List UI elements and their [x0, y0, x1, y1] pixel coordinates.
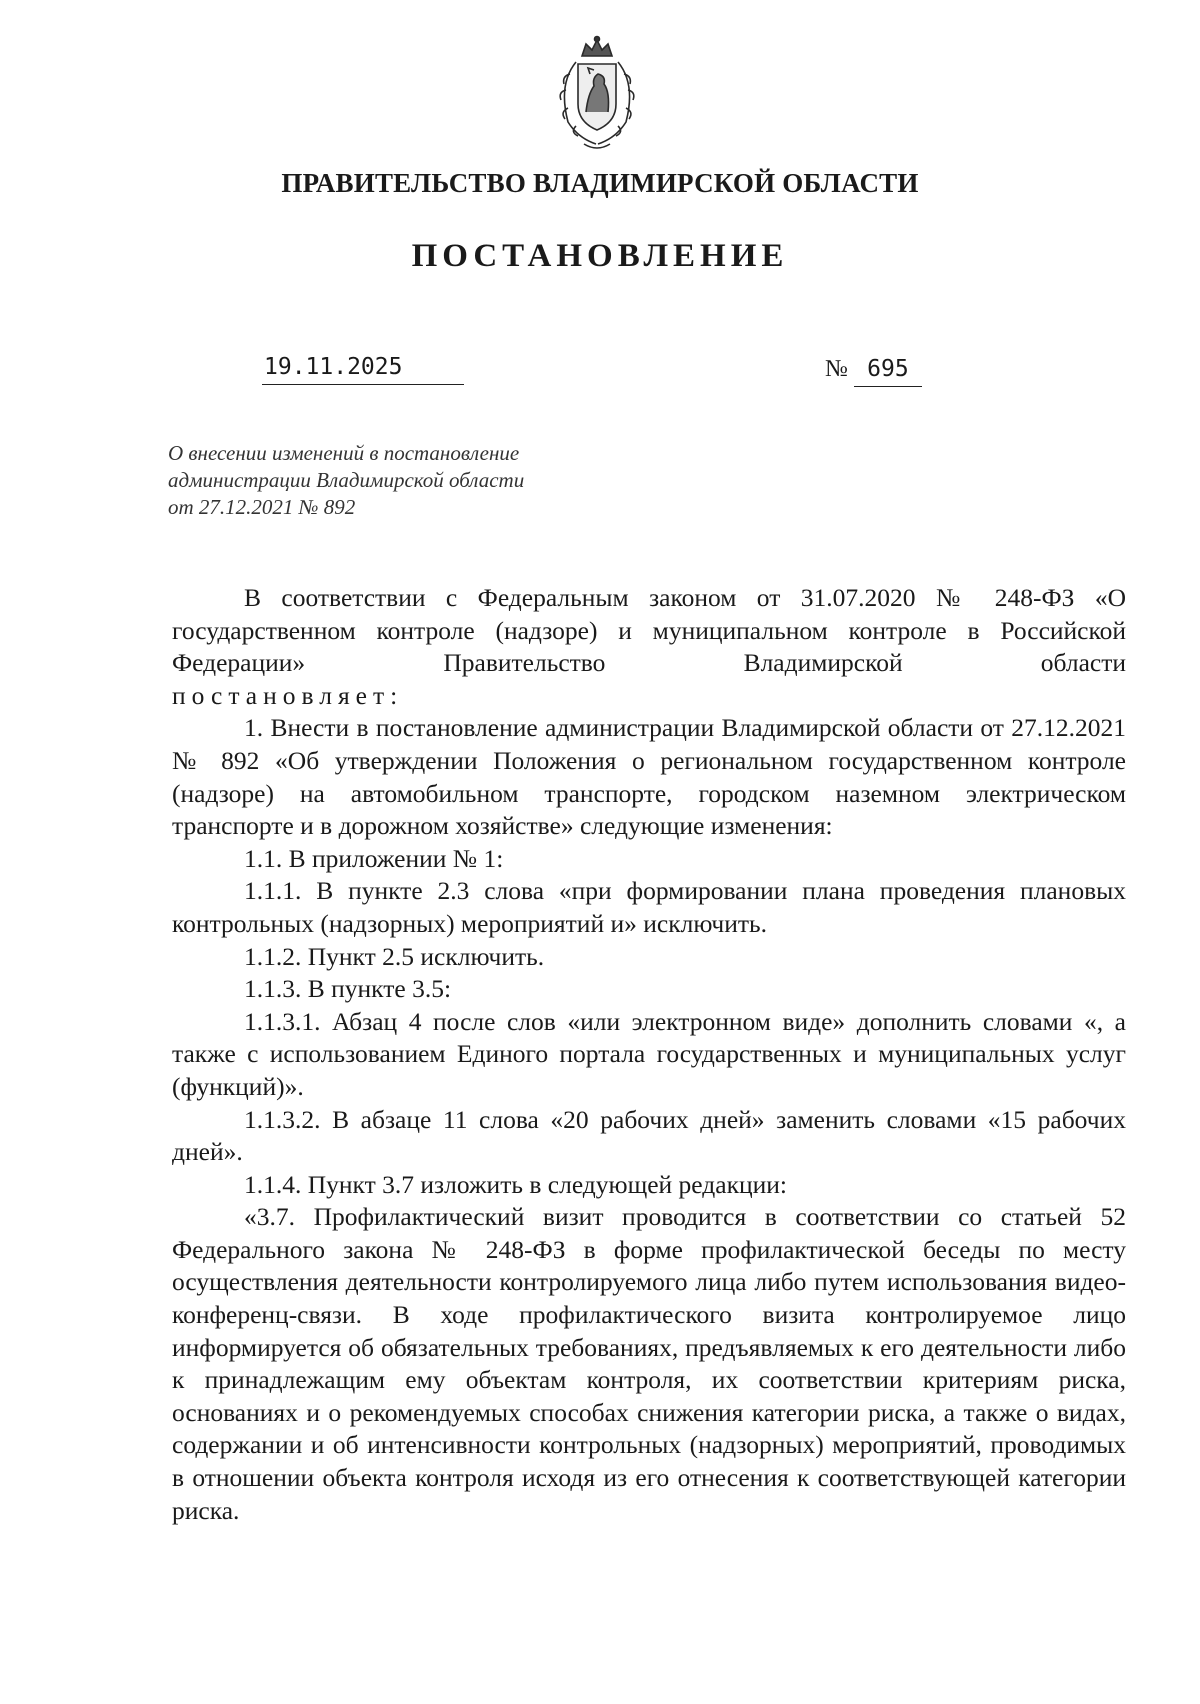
number-value: 695	[854, 356, 922, 387]
paragraph-resolves	[172, 680, 1126, 713]
subject-line: от 27.12.2021 № 892	[168, 495, 356, 519]
paragraph-1-1-1: 1.1.1. В пункте 2.3 слова «при формировании плана проведения плановых контрольных (надзорных) мероприятий и» исключить.	[172, 876, 1126, 938]
paragraph-1-1-3-2: 1.1.3.2. В абзаце 11 слова «20 рабочих дней» заменить словами «15 рабочих дней».	[172, 1104, 1126, 1167]
resolves-word: постановляет:	[172, 680, 404, 710]
document-date: 19.11.2025	[262, 354, 464, 385]
subject-line: О внесении изменений в постановление	[168, 441, 520, 465]
paragraph-1-1-3: 1.1.3. В пункте 3.5:	[244, 974, 452, 1004]
paragraph-1-1: 1.1. В приложении № 1:	[244, 843, 504, 873]
document-number	[825, 356, 922, 387]
subject-line: администрации Владимирской области	[168, 468, 525, 492]
coat-of-arms-emblem	[548, 34, 646, 152]
document-subject	[168, 440, 524, 521]
paragraph-1-1-2: 1.1.2. Пункт 2.5 исключить.	[244, 941, 545, 971]
number-sign: №	[825, 356, 848, 382]
paragraph-1-1-4: 1.1.4. Пункт 3.7 изложить в следующей редакции:	[244, 1169, 787, 1199]
paragraph-preamble: В соответствии с Федеральным законом от 31.07.2020 № 248-ФЗ «О государственном контроле (надзоре) и муниципальном контроле в Российской Федерации» Правительство Владимирской области	[172, 583, 1126, 678]
paragraph-1-1-3-1: 1.1.3.1. Абзац 4 после слов «или электронном виде» дополнить словами «, а также с использованием Единого портала государственных и муниципальных услуг (функций)».	[172, 1006, 1126, 1101]
document-type-title: ПОСТАНОВЛЕНИЕ	[411, 238, 789, 274]
paragraph-1: 1. Внести в постановление администрации Владимирской области от 27.12.2021 № 892 «Об утверждении Положения о региональном государственном контроле (надзоре) на автомобильном транспорте, городском наземном электрическом транспорте и в дорожном хозяйстве» следующие изменения:	[172, 713, 1126, 841]
document-body	[172, 582, 1126, 1527]
paragraph-3-7-quote: «3.7. Профилактический визит проводится в соответствии со статьей 52 Федерального закона № 248-ФЗ в форме профилактической беседы по месту осуществления деятельности контролируемого лица либо путем использования видео-конференц-связи. В ходе профилактического визита контролируемое лицо информируется об обязательных требованиях, предъявляемых к его деятельности либо к принадлежащим ему объектам контроля, их соответствии критериям риска, основаниях и о рекомендуемых способах снижения категории риска, а также о видах, содержании и об интенсивности контрольных (надзорных) мероприятий, проводимых в отношении объекта контроля исходя из его отнесения к соответствующей категории риска.	[172, 1202, 1126, 1525]
organization-title: ПРАВИТЕЛЬСТВО ВЛАДИМИРСКОЙ ОБЛАСТИ	[281, 168, 919, 198]
